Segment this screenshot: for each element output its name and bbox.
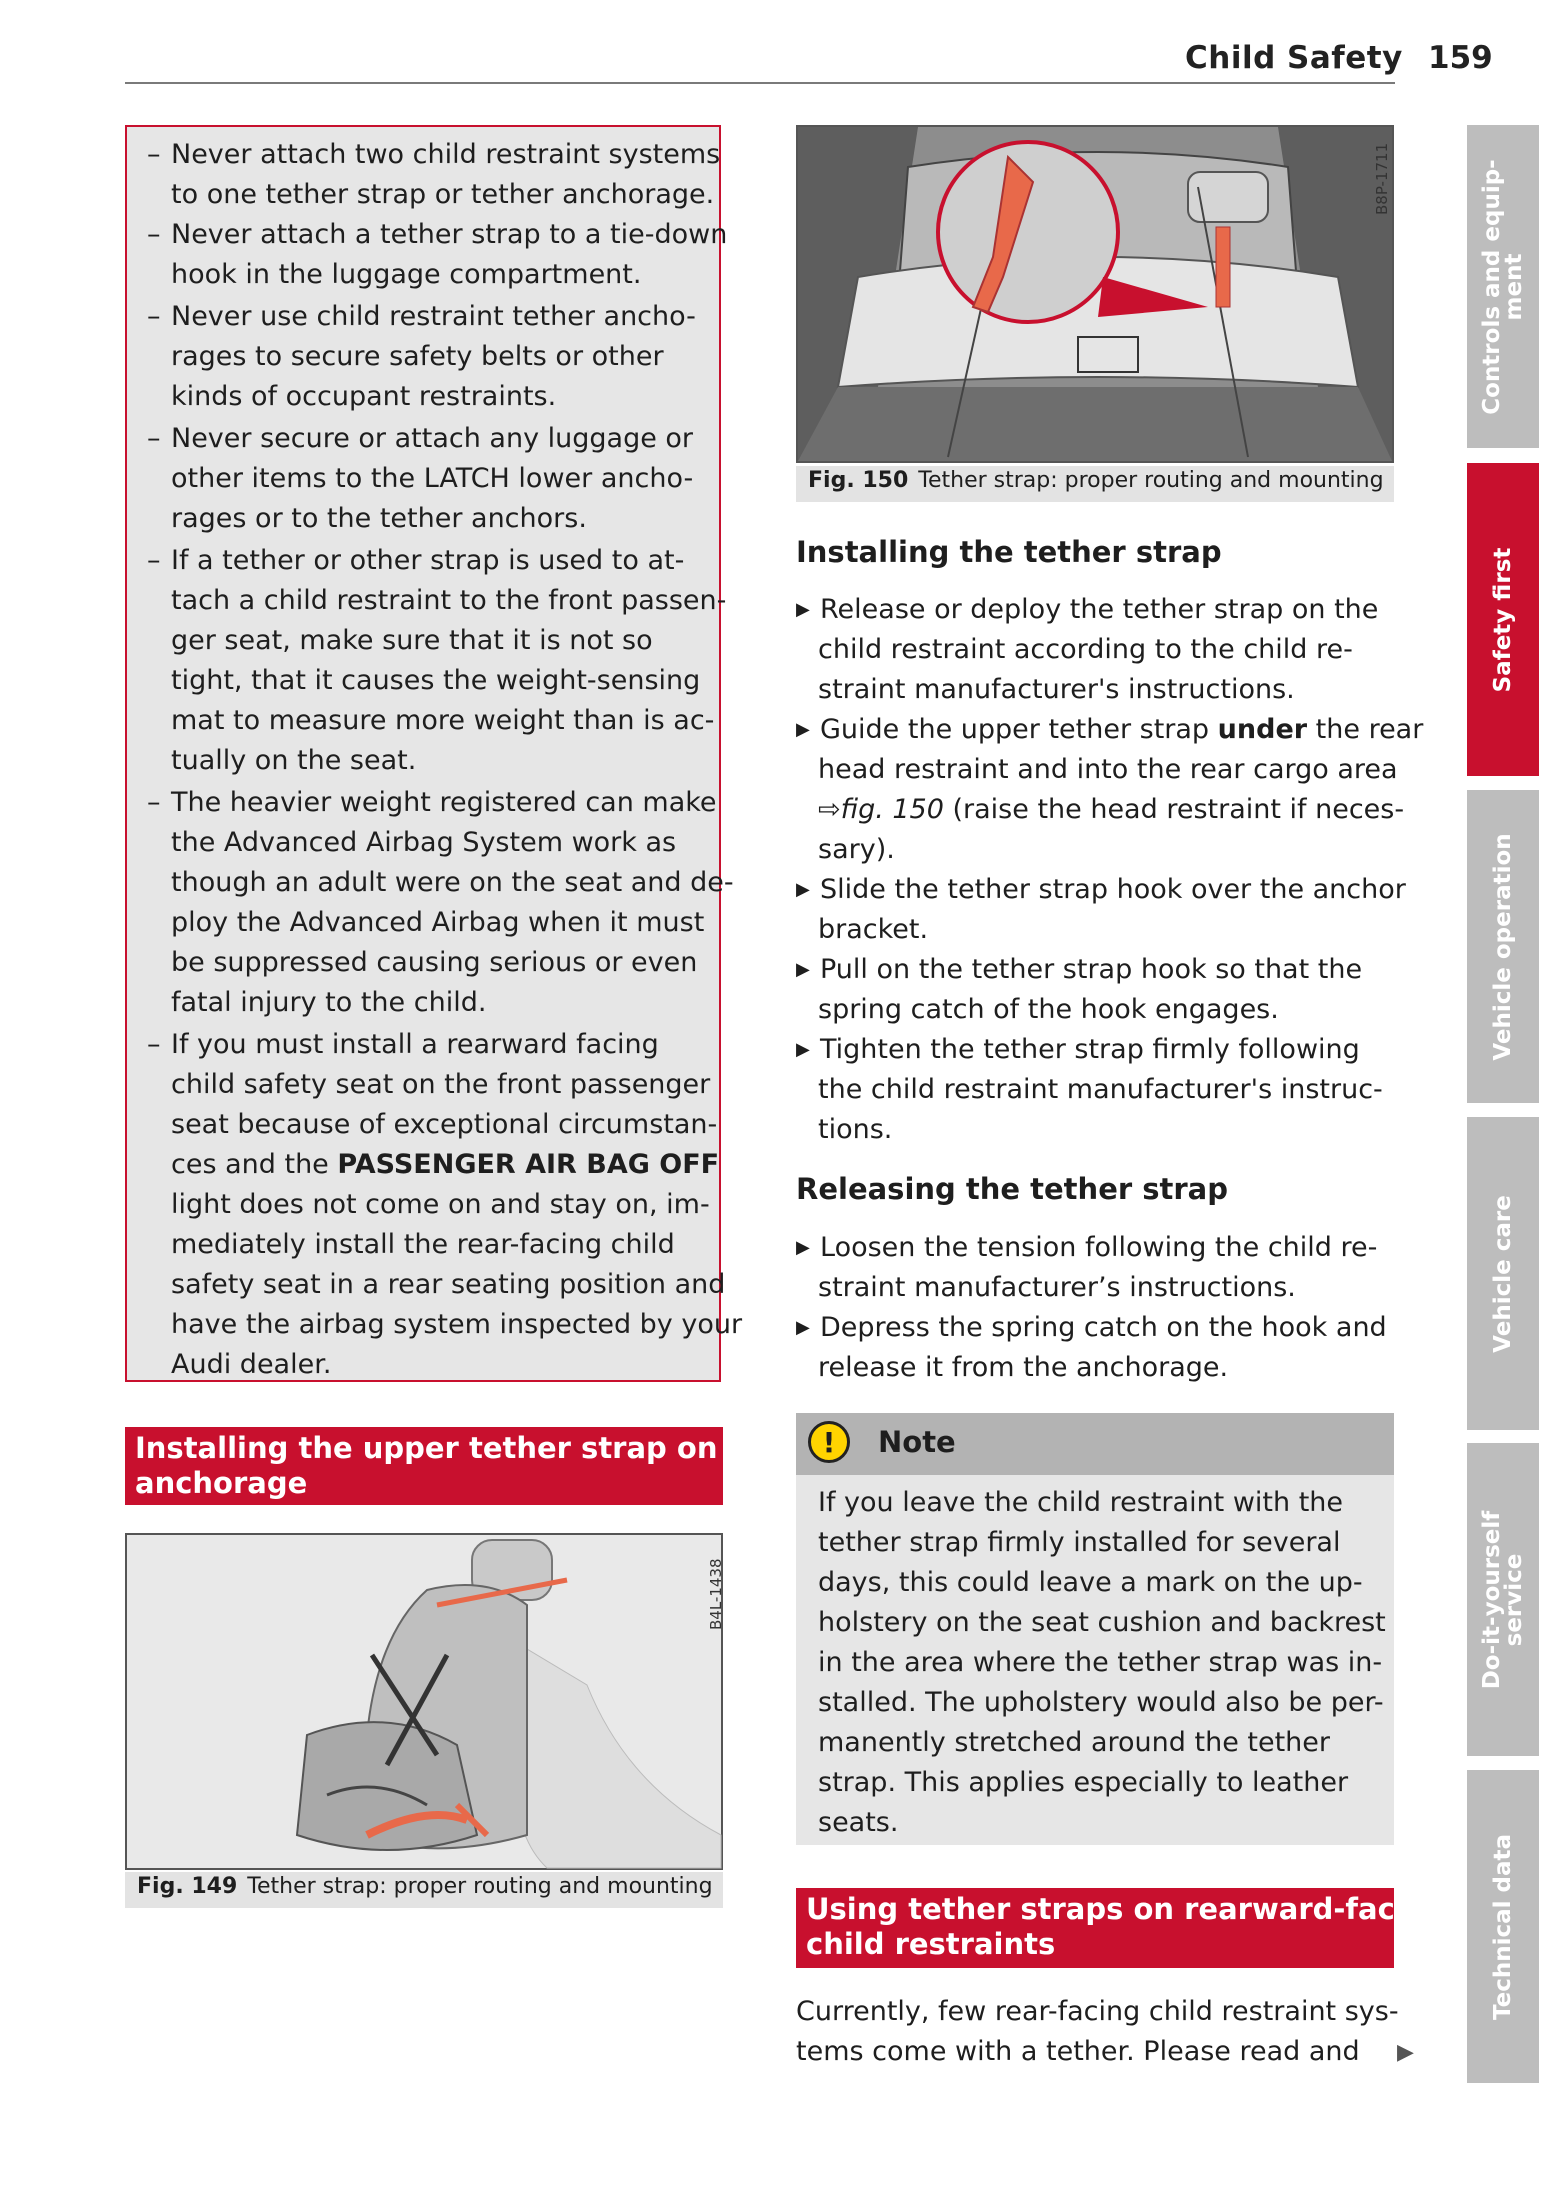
note-line: stalled. The upholstery would also be per-: [818, 1687, 1384, 1718]
cargo-area-illustration: [798, 127, 1392, 461]
step-emphasis: under: [1217, 714, 1308, 745]
page-number: 159: [1428, 40, 1493, 76]
tab-label: [1492, 1195, 1514, 1353]
triangle-bullet-icon: ▶: [796, 1317, 810, 1338]
note-line: holstery on the seat cushion and backrest: [818, 1607, 1386, 1638]
dash-bullet-icon: –: [147, 301, 161, 332]
tab-label-line: ment: [1501, 253, 1527, 320]
releasing-heading: Releasing the tether strap: [796, 1172, 1229, 1206]
step-line: Release or deploy the tether strap on the: [820, 594, 1379, 625]
triangle-bullet-icon: ▶: [796, 599, 810, 620]
figure-code: B8P-1711: [1373, 142, 1391, 215]
note-line: strap. This applies especially to leather: [818, 1767, 1349, 1798]
figure-label: Fig. 150: [808, 468, 909, 493]
step-text: Guide the upper tether strap: [820, 714, 1210, 745]
warning-emphasis: PASSENGER AIR BAG OFF: [337, 1149, 720, 1180]
tab-safety-first[interactable]: [1467, 463, 1539, 776]
step-line: the child restraint manufacturer's instruc-: [818, 1074, 1383, 1105]
warning-line: safety seat in a rear seating position and: [171, 1269, 726, 1300]
warning-line: The heavier weight registered can make: [171, 787, 717, 818]
warning-line: Never attach two child restraint systems: [171, 139, 721, 170]
warning-line: ger seat, make sure that it is not so: [171, 625, 653, 656]
warning-line: child safety seat on the front passenger: [171, 1069, 711, 1100]
section-heading-rearward: [796, 1888, 1447, 1968]
figure-150-image: [796, 125, 1394, 463]
warning-line: to one tether strap or tether anchorage.: [171, 179, 715, 210]
warning-line: mat to measure more weight than is ac-: [171, 705, 715, 736]
warning-line: If a tether or other strap is used to at-: [171, 545, 685, 576]
step-line: Depress the spring catch on the hook and: [820, 1312, 1387, 1343]
step-line: Tighten the tether strap firmly following: [820, 1034, 1360, 1065]
section-heading-line: anchorage: [135, 1466, 308, 1500]
warning-line: Never use child restraint tether ancho-: [171, 301, 696, 332]
warning-line: rages to secure safety belts or other: [171, 341, 664, 372]
warning-line: hook in the luggage compartment.: [171, 259, 642, 290]
caption-text: Tether strap: proper routing and mounting: [247, 1874, 713, 1899]
warning-line: mediately install the rear-facing child: [171, 1229, 675, 1260]
figure-149-caption: [125, 1872, 723, 1908]
warning-line: If you must install a rearward facing: [171, 1029, 659, 1060]
tab-label-line: Safety first: [1490, 547, 1516, 692]
note-line: days, this could leave a mark on the up-: [818, 1567, 1363, 1598]
step-text: the rear: [1315, 714, 1424, 745]
tab-vehicle-operation[interactable]: [1467, 790, 1539, 1103]
note-header: [796, 1413, 1394, 1475]
tab-label-line: Controls and equip-: [1479, 158, 1505, 415]
tab-label-line: Do-it-yourself: [1479, 1510, 1505, 1689]
warning-line: kinds of occupant restraints.: [171, 381, 557, 412]
body-text-line: Currently, few rear-facing child restraint sys-: [796, 1996, 1399, 2027]
warning-line: tach a child restraint to the front passen-: [171, 585, 727, 616]
figure-149-image: [125, 1533, 723, 1870]
step-line: head restraint and into the rear cargo area: [818, 754, 1398, 785]
tab-controls-and-equipment[interactable]: [1467, 125, 1539, 448]
warning-line: Audi dealer.: [171, 1349, 332, 1380]
warning-line: though an adult were on the seat and de-: [171, 867, 734, 898]
figure-label: Fig. 149: [137, 1874, 238, 1899]
step-line: Loosen the tension following the child re-: [820, 1232, 1378, 1263]
cross-reference-arrow-icon: ⇨: [818, 794, 841, 825]
tab-label-line: Vehicle care: [1490, 1194, 1516, 1353]
caption-text: Tether strap: proper routing and mounting: [918, 468, 1384, 493]
warning-line: be suppressed causing serious or even: [171, 947, 698, 978]
tab-label: [1481, 159, 1525, 414]
dash-bullet-icon: –: [147, 423, 161, 454]
warning-line: Never secure or attach any luggage or: [171, 423, 694, 454]
step-line: straint manufacturer’s instructions.: [818, 1272, 1296, 1303]
header-rule: [125, 82, 1395, 84]
section-heading-line: child restraints: [806, 1927, 1056, 1961]
warning-line: light does not come on and stay on, im-: [171, 1189, 710, 1220]
tab-label-line: Vehicle operation: [1490, 832, 1516, 1061]
warning-line: tually on the seat.: [171, 745, 417, 776]
child-seat-illustration: [127, 1535, 721, 1868]
note-title: Note: [878, 1425, 956, 1459]
warning-line: ploy the Advanced Airbag when it must: [171, 907, 705, 938]
figure-150-caption: [796, 466, 1394, 502]
note-line: manently stretched around the tether: [818, 1727, 1330, 1758]
tab-label: [1492, 833, 1514, 1060]
warning-line: tight, that it causes the weight-sensing: [171, 665, 701, 696]
tab-do-it-yourself-service[interactable]: [1467, 1443, 1539, 1756]
dash-bullet-icon: –: [147, 1029, 161, 1060]
step-line: [818, 790, 1404, 830]
warning-line: fatal injury to the child.: [171, 987, 487, 1018]
triangle-bullet-icon: ▶: [796, 879, 810, 900]
step-line: straint manufacturer's instructions.: [818, 674, 1295, 705]
warning-line: Never attach a tether strap to a tie-down: [171, 219, 728, 250]
warning-line: have the airbag system inspected by your: [171, 1309, 743, 1340]
triangle-bullet-icon: ▶: [796, 1237, 810, 1258]
warning-line: seat because of exceptional circumstan-: [171, 1109, 718, 1140]
step-line: Pull on the tether strap hook so that the: [820, 954, 1363, 985]
figure-code: B4L-1438: [707, 1558, 725, 1630]
step-line: release it from the anchorage.: [818, 1352, 1229, 1383]
note-body: [796, 1475, 1394, 1845]
tab-label: [1492, 547, 1514, 692]
warning-line: the Advanced Airbag System work as: [171, 827, 677, 858]
step-text: (raise the head restraint if neces-: [952, 794, 1405, 825]
step-line: Slide the tether strap hook over the anchor: [820, 874, 1406, 905]
step-line: spring catch of the hook engages.: [818, 994, 1279, 1025]
tab-technical-data[interactable]: [1467, 1770, 1539, 2083]
body-text-line: tems come with a tether. Please read and: [796, 2036, 1360, 2067]
tab-label-line: service: [1501, 1553, 1527, 1646]
warning-box: [125, 125, 743, 1382]
tab-vehicle-care[interactable]: [1467, 1117, 1539, 1430]
dash-bullet-icon: –: [147, 139, 161, 170]
exclamation-circle-icon: !: [808, 1421, 850, 1463]
warning-line: [171, 1145, 719, 1185]
dash-bullet-icon: –: [147, 787, 161, 818]
step-line: [820, 710, 1423, 750]
note-line: If you leave the child restraint with the: [818, 1487, 1344, 1518]
dash-bullet-icon: –: [147, 219, 161, 250]
warning-line: rages or to the tether anchors.: [171, 503, 587, 534]
step-line: child restraint according to the child re-: [818, 634, 1353, 665]
tab-label-line: Technical data: [1490, 1833, 1516, 2020]
tab-label: [1481, 1510, 1525, 1689]
warning-line-text: ces and the: [171, 1149, 329, 1180]
installing-heading: Installing the tether strap: [796, 535, 1222, 569]
tab-label: [1492, 1833, 1514, 2019]
section-heading-line: Using tether straps on rearward-facing: [806, 1892, 1447, 1926]
warning-line: other items to the LATCH lower ancho-: [171, 463, 694, 494]
header-section-title: Child Safety: [1185, 40, 1403, 76]
step-line: tions.: [818, 1114, 893, 1145]
dash-bullet-icon: –: [147, 545, 161, 576]
triangle-bullet-icon: ▶: [796, 959, 810, 980]
step-line: bracket.: [818, 914, 929, 945]
step-line: sary).: [818, 834, 895, 865]
section-heading-line: Installing the upper tether strap on the: [135, 1431, 782, 1465]
triangle-bullet-icon: ▶: [796, 719, 810, 740]
continue-arrow-icon: ▶: [1397, 2040, 1414, 2065]
triangle-bullet-icon: ▶: [796, 1039, 810, 1060]
note-line: seats.: [818, 1807, 899, 1838]
section-heading-upper-tether: [125, 1427, 782, 1505]
figure-link[interactable]: fig. 150: [840, 794, 944, 825]
note-line: tether strap firmly installed for several: [818, 1527, 1341, 1558]
note-line: in the area where the tether strap was in-: [818, 1647, 1383, 1678]
